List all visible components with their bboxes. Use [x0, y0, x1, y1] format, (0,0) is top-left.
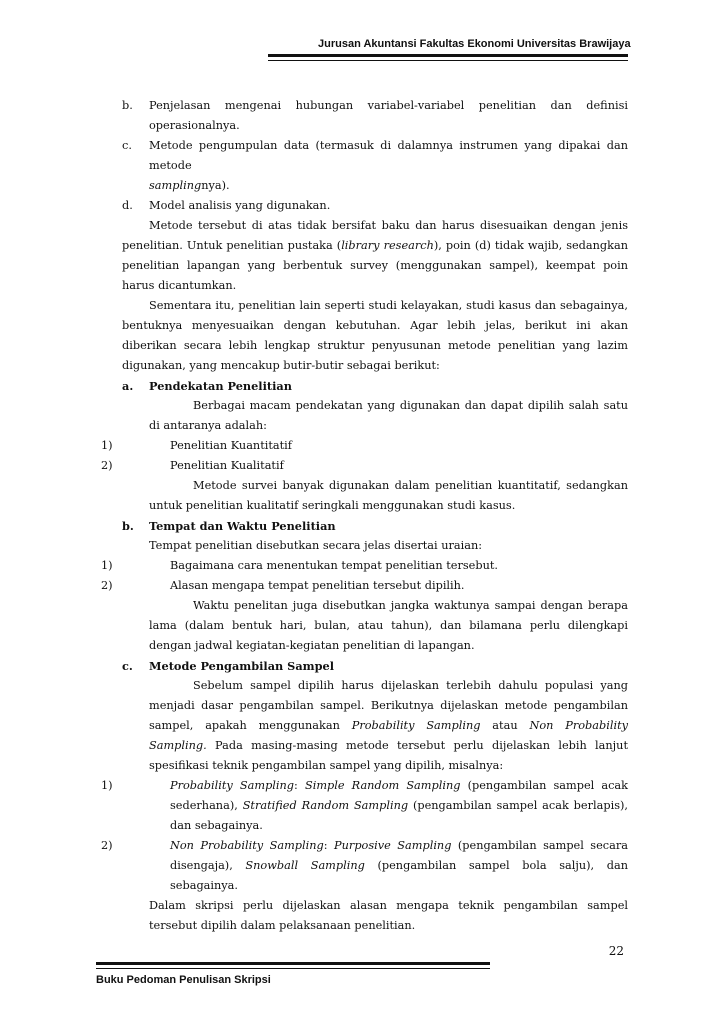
list-item-text-cont: operasionalnya.: [149, 119, 240, 132]
section-marker: c.: [122, 659, 133, 673]
list-item: 1) Probability Sampling: Simple Random Sampling (pengambilan sampel acak sederhana), Stratified Random Sampling (pengambilan sampel acak berlapis), dan sebagainya.: [122, 776, 628, 836]
section-a: [122, 376, 628, 436]
paragraph: Metode survei banyak digunakan dalam penelitian kuantitatif, sedangkan untuk penelitian kualitatif seringkali menggunakan studi kasus.: [149, 479, 628, 512]
section-heading: Metode Pengambilan Sampel: [149, 659, 334, 673]
list-marker: 2): [101, 459, 113, 472]
list-item: 2) Non Probability Sampling: Purposive Sampling (pengambilan sampel secara disengaja), Snowball Sampling (pengambilan sampel bola salju), dan sebagainya.: [122, 836, 628, 896]
section-marker: b.: [122, 519, 134, 533]
list-marker: 2): [101, 579, 113, 592]
section-c: [122, 656, 628, 776]
section-b: [122, 516, 628, 556]
list-marker: 2): [101, 839, 113, 852]
list-item-d: [122, 196, 628, 216]
list-item-text: Penjelasan mengenai hubungan variabel-variabel penelitian dan definisi: [149, 99, 628, 112]
page-number: 22: [608, 944, 624, 958]
footer-rule: [96, 962, 490, 965]
paragraph: Sementara itu, penelitian lain seperti studi kelayakan, studi kasus dan sebagainya, bentuknya menyesuaikan dengan kebutuhan. Agar lebih jelas, berikut ini akan diberikan secara lebih lengkap struktur penyusunan metode penelitian yang lazim digunakan, yang mencakup butir-butir sebagai berikut:: [122, 299, 628, 372]
paragraph: Metode tersebut di atas tidak bersifat baku dan harus disesuaikan dengan jenis penelitian. Untuk penelitian pustaka (library research), poin (d) tidak wajib, sedangkan penelitian lapangan yang berbentuk survey (menggunakan sampel), keempat poin harus dicantumkan.: [122, 219, 629, 292]
header-rule: [268, 54, 628, 57]
list-item: 2) Alasan mengapa tempat penelitian tersebut dipilih.: [122, 576, 628, 596]
paragraph: Waktu penelitan juga disebutkan jangka waktunya sampai dengan berapa lama (dalam bentuk hari, bulan, atau tahun), dan bilamana perlu dilengkapi dengan jadwal kegiatan-kegiatan penelitian di lapangan.: [149, 599, 628, 652]
list-item-b: [122, 96, 628, 136]
list-item: 2) Penelitian Kualitatif: [122, 456, 628, 476]
paragraph: Tempat penelitian disebutkan secara jelas disertai uraian:: [149, 539, 483, 552]
list-marker: 1): [101, 439, 113, 452]
paragraph: Berbagai macam pendekatan yang digunakan dan dapat dipilih salah satu di antaranya adalah:: [149, 399, 628, 432]
list-marker: c.: [122, 139, 132, 152]
list-item-text: Model analisis yang digunakan.: [149, 199, 331, 212]
list-item-text: Metode pengumpulan data (termasuk di dalamnya instrumen yang dipakai dan metode: [149, 139, 628, 172]
list-marker: b.: [122, 99, 133, 112]
list-marker: 1): [101, 779, 113, 792]
running-header: Jurusan Akuntansi Fakultas Ekonomi Universitas Brawijaya: [318, 38, 631, 50]
section-marker: a.: [122, 379, 134, 393]
list-item-c: [122, 136, 628, 196]
header-rule-thin: [268, 60, 628, 61]
page-body: [101, 96, 629, 936]
list-marker: 1): [101, 559, 113, 572]
paragraph: Sebelum sampel dipilih harus dijelaskan terlebih dahulu populasi yang menjadi dasar pengambilan sampel. Berikutnya dijelaskan metode pengambilan sampel, apakah menggunakan Probability Sampling atau Non Probability Sampling. Pada masing-masing metode tersebut perlu dijelaskan lebih lanjut spesifikasi teknik pengambilan sampel yang dipilih, misalnya:: [149, 679, 628, 772]
footer-rule-thin: [96, 968, 490, 969]
list-marker: d.: [122, 199, 133, 212]
paragraph: Dalam skripsi perlu dijelaskan alasan mengapa teknik pengambilan sampel tersebut dipilih dalam pelaksanaan penelitian.: [149, 899, 628, 932]
section-heading: Tempat dan Waktu Penelitian: [149, 519, 336, 533]
list-item: 1) Bagaimana cara menentukan tempat penelitian tersebut.: [122, 556, 628, 576]
running-footer: Buku Pedoman Penulisan Skripsi: [96, 974, 271, 986]
list-item: 1) Penelitian Kuantitatif: [122, 436, 628, 456]
list-item-text-cont: samplingnya).: [149, 179, 230, 192]
section-heading: Pendekatan Penelitian: [149, 379, 292, 393]
